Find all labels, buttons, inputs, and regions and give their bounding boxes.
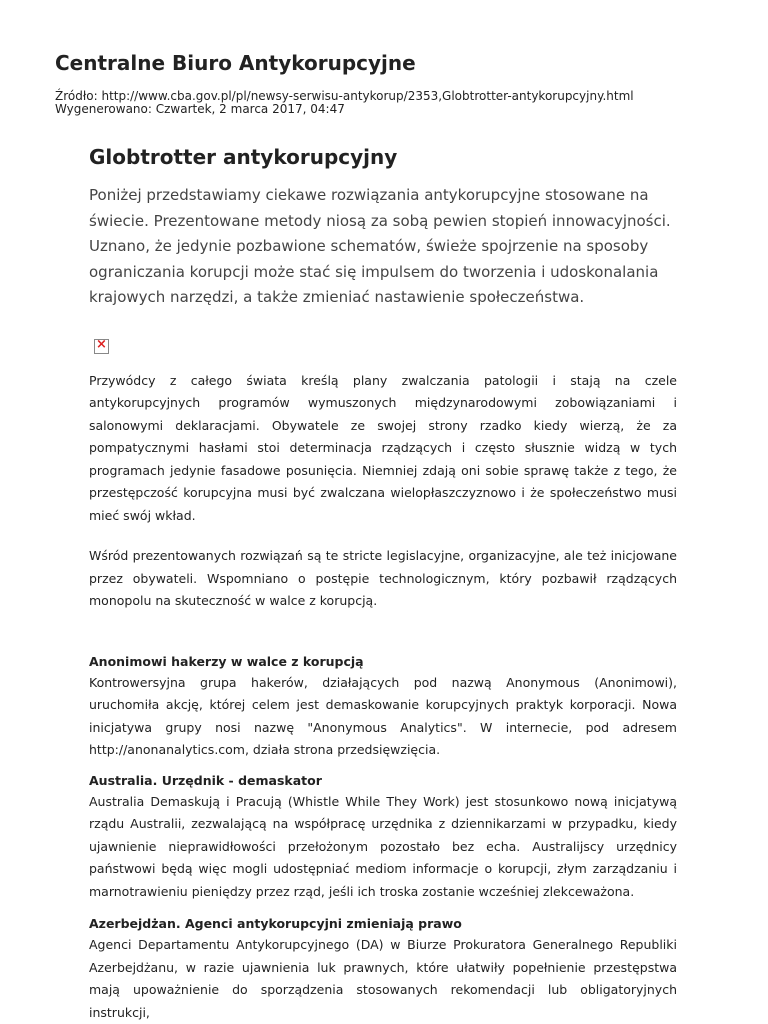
article-paragraph: Przywódcy z całego świata kreślą plany zwalczania patologii i stają na czele antykorupcyjnych programów wymuszonych międzynarodowymi zobowiązaniami i salonowymi deklaracjami. Obywatele ze swojej strony rzadko kiedy wierzą, że za pompatycznymi hasłami stoi determinacja rządzących i często słusznie widzą w tych programach jedynie fasadowe posunięcia. Niemniej zdają oni sobie sprawę także z tego, że przestępczość korupcyjna musi być zwalczana wielopłaszczyznowo i że społeczeństwo musi mieć swój wkład. (89, 372, 677, 523)
section-heading: Azerbejdżan. Agenci antykorupcyjni zmieniają prawo (89, 916, 462, 931)
meta-info (55, 90, 634, 116)
article (89, 143, 677, 1024)
article-lead: Poniżej przedstawiamy ciekawe rozwiązania antykorupcyjne stosowane na świecie. Prezentowane metody niosą za sobą pewien stopień innowacyjności. Uznano, że jedynie pozbawione schematów, świeże spojrzenie na sposoby ograniczania korupcji może stać się impulsem do tworzenia i udoskonalania krajowych narzędzi, a także zmieniać nastawienie społeczeństwa. (89, 186, 671, 306)
generated-line: Wygenerowano: Czwartek, 2 marca 2017, 04:47 (55, 102, 345, 116)
section-australia (89, 771, 677, 904)
section-text: Agenci Departamentu Antykorupcyjnego (DA) w Biurze Prokuratora Generalnego Republiki Azerbejdżanu, w razie ujawnienia luk prawnych, które ułatwiły popełnienie przestępstwa mają upoważnienie do sporządzenia stosowanych rekomendacji lub obligatoryjnych instrukcji, (89, 937, 677, 1020)
broken-image-icon (94, 339, 109, 354)
article-title: Globtrotter antykorupcyjny (89, 145, 398, 169)
section-azerbaijan (89, 914, 677, 1024)
section-heading: Anonimowi hakerzy w walce z korupcją (89, 653, 364, 669)
site-title: Centralne Biuro Antykorupcyjne (55, 51, 416, 75)
source-line: Źródło: http://www.cba.gov.pl/pl/newsy-serwisu-antykorup/2353,Globtrotter-antykorupcyjny.html (55, 89, 634, 103)
section-text: Australia Demaskują i Pracują (Whistle While They Work) jest stosunkowo nową inicjatywą rządu Australii, zezwalającą na współpracę urzędnika z dziennikarzami w przypadku, kiedy ujawnienie nieprawidłowości przełożonym pozostało bez echa. Australijscy urzędnicy państwowi będą więc mogli udostępniać mediom informacje o korupcji, złym zarządzaniu i marnotrawieniu pieniędzy przez rząd, jeśli ich troska zostanie wcześniej zlekceważona. (89, 793, 677, 899)
section-heading: Australia. Urzędnik - demaskator (89, 772, 322, 788)
section-text: Kontrowersyjna grupa hakerów, działających pod nazwą Anonymous (Anonimowi), uruchomiła akcję, której celem jest demaskowanie korupcyjnych praktyk korporacji. Nowa inicjatywa grupy nosi nazwę "Anonymous Analytics". W internecie, pod adresem http://anonanalytics.com, działa strona przedsięwzięcia. (89, 674, 677, 757)
section-anonymous (89, 652, 677, 762)
article-paragraph: Wśród prezentowanych rozwiązań są te stricte legislacyjne, organizacyjne, ale też inicjowane przez obywateli. Wspomniano o postępie technologicznym, który pozbawił rządzących monopolu na skuteczność w walce z korupcją. (89, 548, 677, 608)
